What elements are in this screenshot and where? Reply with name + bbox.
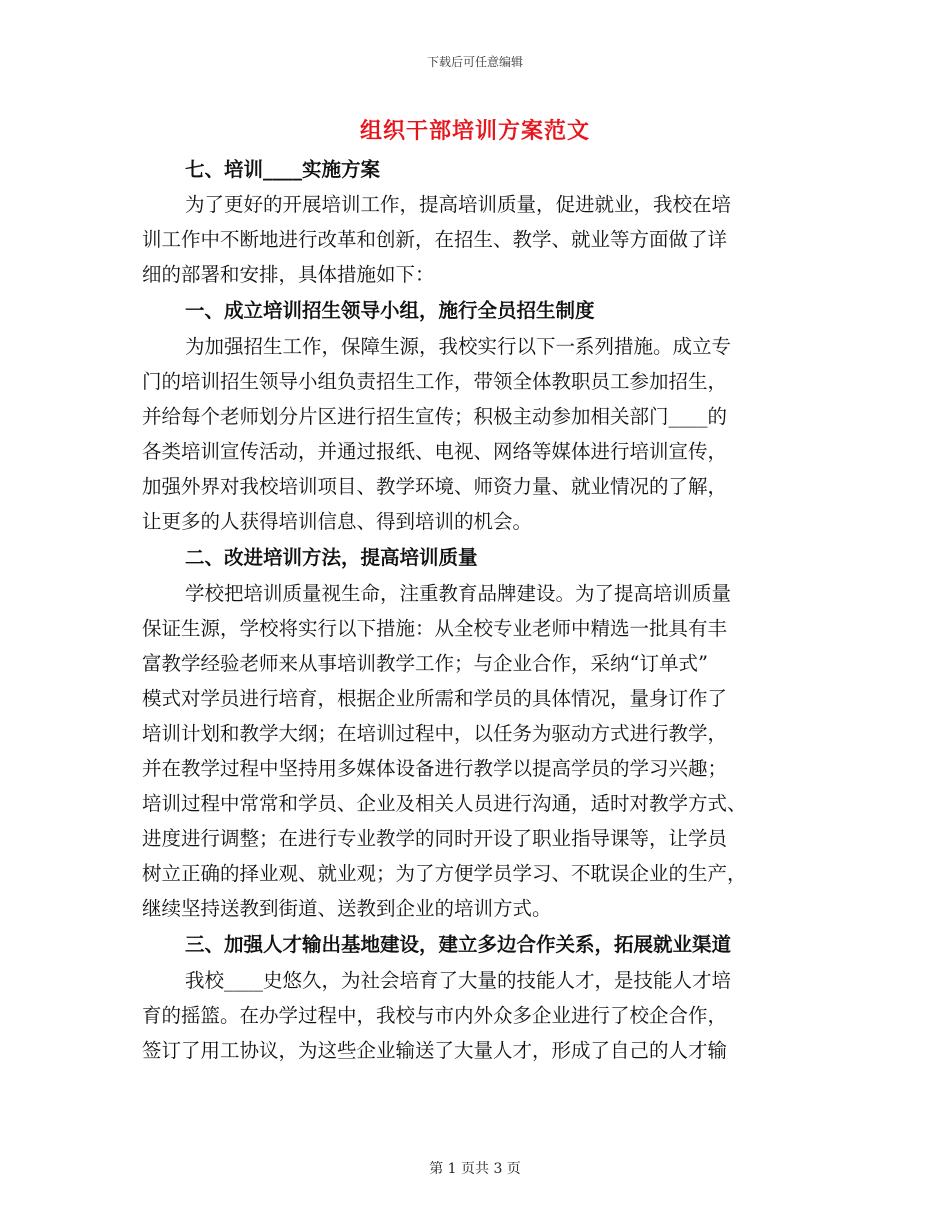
paragraph-line: 让更多的人获得培训信息、得到培训的机会。 [142, 510, 533, 533]
paragraph-line: 训工作中不断地进行改革和创新，在招生、教学、就业等方面做了详 [142, 228, 728, 251]
paragraph-line: 为加强招生工作，保障生源，我校实行以下一系列措施。成立专 [185, 335, 732, 358]
paragraph-line: 我校____史悠久，为社会培育了大量的技能人才，是技能人才培 [185, 969, 732, 992]
paragraph-line: 各类培训宣传活动，并通过报纸、电视、网络等媒体进行培训宣传， [142, 440, 728, 463]
paragraph-line: 学校把培训质量视生命，注重教育品牌建设。为了提高培训质量 [185, 582, 732, 605]
paragraph-line: 签订了用工协议，为这些企业输送了大量人才，形成了自己的人才输 [142, 1039, 728, 1062]
paragraph-line: 加强外界对我校培训项目、教学环境、师资力量、就业情况的了解， [142, 475, 728, 498]
section-heading: 一、成立培训招生领导小组，施行全员招生制度 [185, 299, 595, 322]
paragraph-line: 并给每个老师划分片区进行招生宣传；积极主动参加相关部门____的 [142, 405, 728, 428]
paragraph-line: 树立正确的择业观、就业观；为了方便学员学习、不耽误企业的生产， [142, 862, 747, 885]
paragraph-line: 保证生源，学校将实行以下措施：从全校专业老师中精选一批具有丰 [142, 617, 728, 640]
section-heading: 七、培训____实施方案 [185, 158, 381, 181]
document-body [142, 152, 808, 1068]
paragraph-line: 为了更好的开展培训工作，提高培训质量，促进就业，我校在培 [185, 193, 732, 216]
paragraph-line: 细的部署和安排，具体措施如下： [142, 263, 435, 286]
paragraph-line: 育的摇篮。在办学过程中，我校与市内外众多企业进行了校企合作， [142, 1004, 728, 1027]
paragraph-line: 门的培训招生领导小组负责招生工作，带领全体教职员工参加招生， [142, 370, 728, 393]
document-title: 组织干部培训方案范文 [359, 118, 590, 144]
paragraph-line: 培训过程中常常和学员、企业及相关人员进行沟通，适时对教学方式、 [142, 792, 747, 815]
section-heading: 二、改进培训方法，提高培训质量 [185, 546, 478, 569]
page-header-note: 下载后可任意编辑 [426, 55, 523, 69]
paragraph-line: 继续坚持送教到街道、送教到企业的培训方式。 [142, 897, 552, 920]
page-footer-number: 第 1 页共 3 页 [429, 1161, 521, 1177]
section-heading: 三、加强人才输出基地建设，建立多边合作关系，拓展就业渠道 [185, 933, 732, 956]
paragraph-line: 富教学经验老师来从事培训教学工作；与企业合作，采纳“订单式” [142, 652, 708, 675]
paragraph-line: 模式对学员进行培育，根据企业所需和学员的具体情况，量身订作了 [142, 687, 728, 710]
paragraph-line: 进度进行调整；在进行专业教学的同时开设了职业指导课等，让学员 [142, 827, 728, 850]
paragraph-line: 并在教学过程中坚持用多媒体设备进行教学以提高学员的学习兴趣； [142, 757, 728, 780]
paragraph-line: 培训计划和教学大纲；在培训过程中，以任务为驱动方式进行教学， [142, 722, 728, 745]
